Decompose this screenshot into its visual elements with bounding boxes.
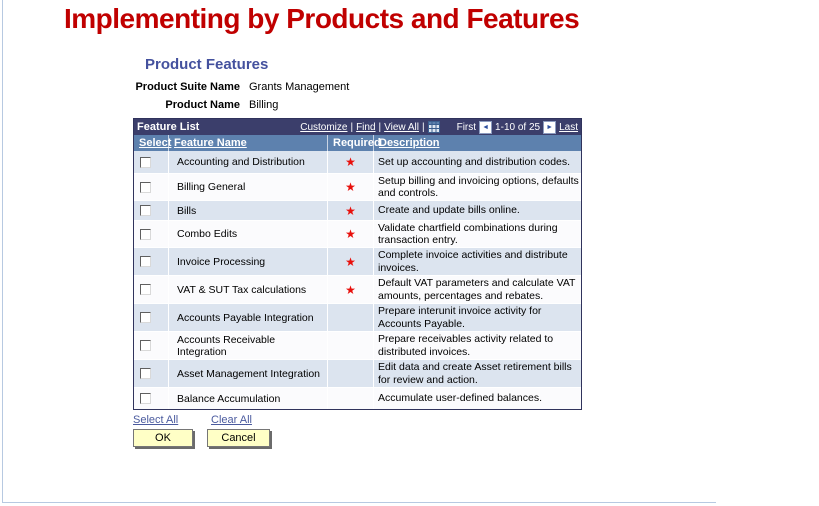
feature-name: Asset Management Integration [177,367,321,380]
column-header-feature-name [169,135,328,151]
feature-name: Accounts Payable Integration [177,311,314,324]
required-column-label: Required [333,137,381,149]
select-cell [134,388,169,409]
row-select-checkbox[interactable] [140,205,151,216]
select-cell [134,221,169,247]
product-suite-name-value: Grants Management [249,81,350,93]
ok-button[interactable]: OK [133,429,193,447]
table-row [134,220,581,247]
description-cell [374,248,581,275]
grid-body [134,151,581,409]
product-suite-name-label: Product Suite Name [135,81,240,93]
feature-name-cell [169,248,328,275]
description-cell [374,151,581,173]
toolbar-separator: | [378,121,382,133]
required-star-icon: ★ [345,155,356,169]
row-range-label: 1-10 of 25 [495,121,541,133]
description-cell [374,332,581,359]
column-header-select [134,135,172,151]
feature-description: Complete invoice activities and distribute invoices. [378,249,568,274]
grid-column-headers [134,135,581,151]
required-cell [328,276,374,303]
cancel-button[interactable]: Cancel [207,429,270,447]
description-cell [374,201,581,220]
customize-link[interactable]: Customize [300,121,348,133]
next-page-button[interactable] [543,121,556,134]
slide-title: Implementing by Products and Features [64,3,580,34]
table-row [134,151,581,173]
clear-all-link[interactable]: Clear All [211,414,252,426]
product-name-value: Billing [249,99,279,111]
select-cell [134,201,169,220]
feature-name: VAT & SUT Tax calculations [177,283,307,296]
feature-name-cell [169,360,328,387]
grid-toolbar [300,121,578,134]
row-select-checkbox[interactable] [140,340,151,351]
row-select-checkbox[interactable] [140,284,151,295]
description-cell [374,360,581,387]
required-cell [328,151,374,173]
required-cell [328,388,374,409]
required-cell [328,174,374,200]
slide-border-bottom [2,502,716,503]
product-suite-name-field [133,81,349,93]
select-cell [134,360,169,387]
feature-name: Combo Edits [177,228,238,240]
grid-title-bar [134,119,581,135]
required-cell [328,201,374,220]
select-cell [134,332,169,359]
feature-name-cell [169,174,328,200]
table-row [134,200,581,220]
feature-name-cell [169,221,328,247]
description-cell [374,304,581,331]
select-cell [134,276,169,303]
grid-title: Feature List [137,121,200,133]
row-select-checkbox[interactable] [140,229,151,240]
table-row [134,275,581,303]
feature-name-column-link[interactable]: Feature Name [174,137,247,149]
first-label: First [456,121,477,133]
previous-page-button[interactable] [479,121,492,134]
required-star-icon: ★ [345,180,356,194]
description-cell [374,221,581,247]
last-link[interactable]: Last [559,121,578,133]
row-select-checkbox[interactable] [140,368,151,379]
page-title: Product Features [145,56,269,73]
feature-description: Edit data and create Asset retirement bills for review and action. [378,361,572,386]
table-row [134,387,581,409]
feature-name: Accounting and Distribution [177,156,305,168]
row-select-checkbox[interactable] [140,393,151,404]
previous-arrow-icon: ◄ [482,123,490,131]
feature-name: Accounts Receivable Integration [177,333,276,358]
feature-name: Bills [177,204,197,217]
required-cell [328,304,374,331]
required-star-icon: ★ [345,282,356,297]
feature-name-cell [169,201,328,220]
feature-description: Default VAT parameters and calculate VAT amounts, percentages and rebates. [378,277,576,302]
select-cell [134,304,169,331]
row-select-checkbox[interactable] [140,157,151,168]
next-arrow-icon: ► [546,123,554,131]
table-row [134,247,581,275]
feature-name: Billing General [177,181,246,193]
required-star-icon: ★ [345,254,356,269]
select-column-link[interactable]: Select [139,137,172,149]
select-cell [134,174,169,200]
description-cell [374,174,581,200]
required-star-icon: ★ [345,227,356,241]
feature-description: Set up accounting and distribution codes. [378,155,571,168]
feature-name-cell [169,304,328,331]
view-all-link[interactable]: View All [384,121,419,133]
row-select-checkbox[interactable] [140,256,151,267]
product-name-label: Product Name [165,99,240,111]
required-cell [328,221,374,247]
select-all-link[interactable]: Select All [133,414,179,426]
column-header-required [328,135,381,151]
feature-description: Prepare receivables activity related to distributed invoices. [378,333,554,358]
row-select-checkbox[interactable] [140,182,151,193]
feature-description: Setup billing and invoicing options, defaults and controls. [378,174,579,199]
feature-name: Balance Accumulation [177,392,281,405]
feature-description: Validate chartfield combinations during transaction entry. [378,221,558,246]
feature-name-cell [169,332,328,359]
table-row [134,359,581,387]
description-cell [374,276,581,303]
toolbar-separator: | [421,121,425,133]
feature-name-cell [169,151,328,173]
feature-list-grid [133,118,582,410]
product-name-field [133,99,278,111]
select-cell [134,248,169,275]
table-row [134,331,581,359]
required-cell [328,248,374,275]
feature-description: Prepare interunit invoice activity for Accounts Payable. [378,305,542,330]
feature-name-cell [169,388,328,409]
find-link[interactable]: Find [356,121,376,133]
required-cell [328,360,374,387]
column-header-description [374,135,581,151]
feature-description: Create and update bills online. [378,204,520,217]
required-cell [328,332,374,359]
feature-name-cell [169,276,328,303]
table-row [134,303,581,331]
feature-description: Accumulate user-defined balances. [378,392,543,405]
required-star-icon: ★ [345,203,356,218]
select-cell [134,151,169,173]
description-column-link[interactable]: Description [379,137,440,149]
toolbar-separator: | [350,121,354,133]
table-row [134,173,581,200]
row-select-checkbox[interactable] [140,312,151,323]
slide-border-left [2,0,3,503]
download-grid-icon[interactable] [428,121,440,133]
feature-name: Invoice Processing [177,255,266,268]
description-cell [374,388,581,409]
